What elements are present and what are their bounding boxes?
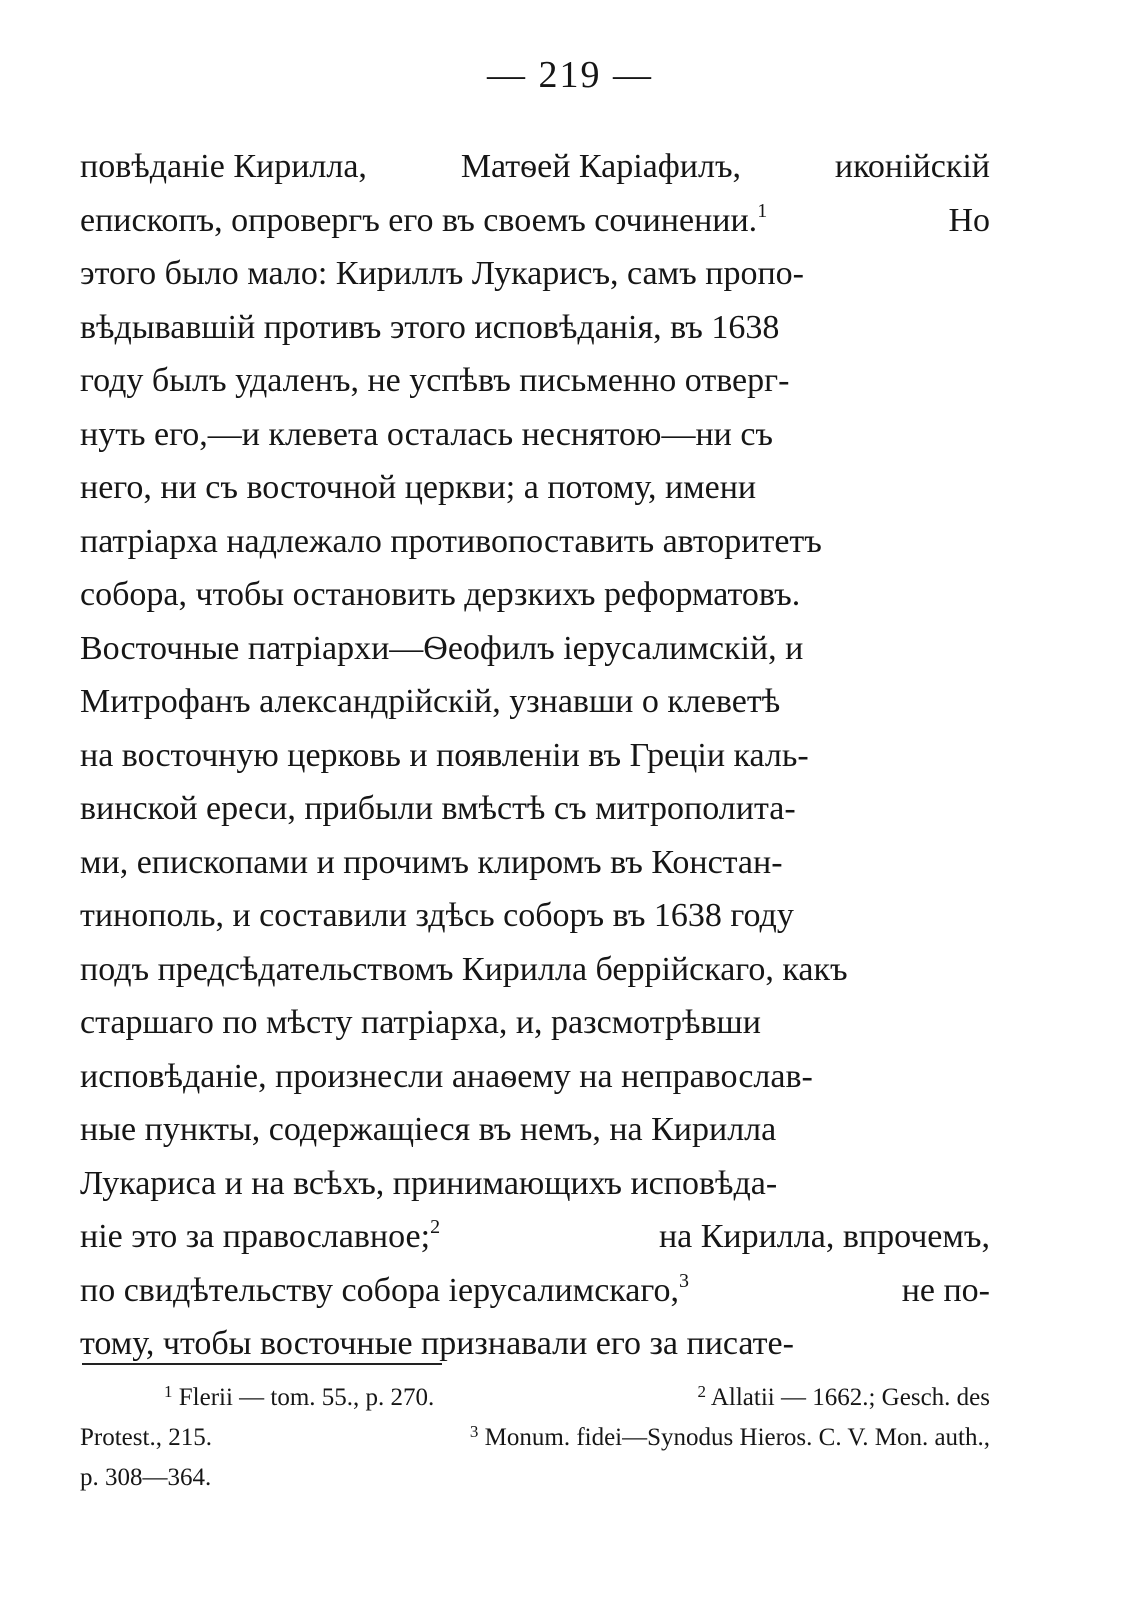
text-segment: собора, чтобы остановить дерзкихъ реформатовъ.: [80, 576, 801, 613]
footnote-3-text: Monum. fidei—Synodus Hieros. C. V. Mon. auth.,: [484, 1424, 990, 1451]
text-segment: по свидѣтельству собора іерусалимскаго,: [80, 1271, 679, 1309]
footnotes: [80, 1378, 990, 1498]
text-line: [80, 515, 990, 569]
footnote-2-cont: Protest., 215.: [80, 1424, 212, 1451]
text-segment: ніе это за православное;: [80, 1218, 431, 1255]
footnote-mark-2: 2: [697, 1382, 706, 1401]
text-line: [80, 301, 990, 355]
footnote-3: [470, 1418, 990, 1458]
text-segment: Восточные патріархи—Ѳеофилъ іерусалимскій, и: [80, 629, 804, 667]
text-line: [80, 836, 990, 890]
text-line: [80, 622, 990, 676]
text-segment: ми, епископами и прочимъ клиромъ въ Констан-: [80, 843, 783, 881]
footnote-1: [164, 1378, 434, 1418]
text-segment: Матѳей Каріафилъ,: [460, 148, 742, 185]
text-line: [80, 247, 990, 301]
text-line: [80, 408, 990, 462]
text-segment: нуть его,—и клевета осталась неснятою—ни съ: [80, 415, 774, 453]
footnote-line: [80, 1378, 990, 1418]
text-line: [80, 1050, 990, 1104]
text-line: [80, 140, 990, 194]
text-line: [80, 675, 990, 729]
text-segment: ные пункты, содержащіеся въ немъ, на Кирилла: [80, 1111, 777, 1148]
footnote-line: [80, 1458, 990, 1498]
text-segment: вѣдывавшій противъ этого исповѣданія, въ 1638: [80, 308, 780, 346]
text-segment: иконійскій: [834, 148, 990, 185]
text-segment: Лукариса и на всѣхъ, принимающихъ исповѣда-: [80, 1164, 778, 1202]
text-segment: Митрофанъ александрійскій, узнавши о клеветѣ: [80, 683, 781, 720]
text-segment: этого было мало: Кириллъ Лукарисъ, самъ пропо-: [80, 255, 804, 292]
text-line: [80, 889, 990, 943]
text-line: [80, 729, 990, 783]
footnote-ref-3[interactable]: 3: [678, 1269, 689, 1292]
text-segment: тинополь, и составили здѣсь соборъ въ 1638 году: [80, 897, 794, 934]
footnote-mark-1: 1: [164, 1382, 173, 1401]
body-text: [80, 140, 990, 1371]
footnote-ref-1[interactable]: 1: [757, 199, 768, 222]
text-segment: епископъ, опровергъ его въ своемъ сочинении.: [80, 201, 758, 239]
text-line: [80, 1103, 990, 1157]
page-number: — 219 —: [487, 54, 653, 96]
text-segment: году былъ удаленъ, не успѣвъ письменно отверг-: [80, 362, 790, 399]
footnote-mark-3: 3: [469, 1422, 479, 1441]
footnote-line: [80, 1418, 990, 1458]
text-line: [80, 1157, 990, 1211]
text-segment: Но: [948, 201, 990, 239]
footnote-1-text: Flerii — tom. 55., p. 270.: [178, 1384, 435, 1411]
text-segment: на восточную церковь и появленіи въ Греціи каль-: [80, 736, 809, 774]
text-line: [80, 1264, 990, 1318]
text-segment: повѣданіе Кирилла,: [80, 148, 367, 185]
footnote-2: [697, 1378, 990, 1418]
footnote-ref-2[interactable]: 2: [430, 1216, 441, 1238]
text-segment: него, ни съ восточной церкви; а потому, имени: [80, 469, 757, 506]
text-segment: [80, 1264, 689, 1318]
text-line: [80, 782, 990, 836]
footnote-3-cont: p. 308—364.: [80, 1464, 212, 1491]
text-line: [80, 461, 990, 515]
text-segment: винской ереси, прибыли вмѣстѣ съ митрополита-: [80, 790, 796, 827]
text-segment: старшаго по мѣсту патріарха, и, разсмотрѣвши: [80, 1004, 761, 1041]
text-line: [80, 1210, 990, 1264]
text-line: [80, 996, 990, 1050]
text-segment: [80, 1210, 440, 1264]
text-line: [80, 568, 990, 622]
text-segment: на Кирилла, впрочемъ,: [658, 1218, 990, 1255]
text-segment: подъ предсѣдательствомъ Кирилла беррійскаго, какъ: [80, 950, 848, 988]
text-line: [80, 943, 990, 997]
text-segment: тому, чтобы восточные признавали его за писате-: [80, 1325, 794, 1362]
text-segment: исповѣданіе, произнесли анаѳему на неправослав-: [80, 1057, 813, 1095]
text-segment: патріарха надлежало противопоставить авторитетъ: [80, 522, 822, 560]
text-line: [80, 194, 990, 248]
footnote-divider: [82, 1363, 442, 1365]
text-line: [80, 354, 990, 408]
footnote-2-text: Allatii — 1662.; Gesch. des: [710, 1384, 990, 1411]
text-segment: [80, 194, 767, 248]
text-segment: не по-: [901, 1271, 990, 1309]
